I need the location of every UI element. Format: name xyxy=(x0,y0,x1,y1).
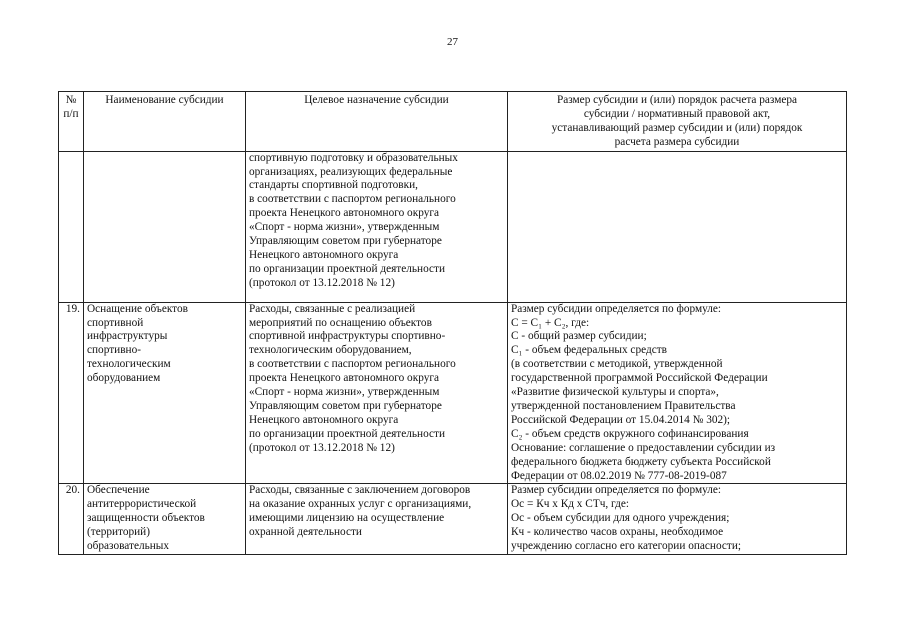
row-number xyxy=(59,151,84,302)
text-line: (в соответствии с методикой, утвержденной xyxy=(511,358,723,371)
subsidy-name-cell xyxy=(84,302,246,484)
page-number: 27 xyxy=(447,36,458,48)
table-row xyxy=(59,151,847,302)
text-line: Обеспечение xyxy=(87,484,150,497)
text-line: устанавливающий размер субсидии и (или) порядок xyxy=(551,121,803,134)
text-line: Целевое назначение субсидии xyxy=(304,94,449,106)
text-line: Ненецкого автономного округа xyxy=(249,413,399,426)
subsidy-purpose-cell xyxy=(246,151,508,302)
text-line: спортивной xyxy=(87,316,144,329)
text-line: Федерации от 08.02.2019 № 777-08-2019-087 xyxy=(511,469,727,482)
text-line: С - общий размер субсидии; xyxy=(511,330,647,343)
text-line: субсидии / нормативный правовой акт, xyxy=(583,107,771,120)
text-line: Российской Федерации от 15.04.2014 № 302); xyxy=(511,413,731,426)
text-line: п/п xyxy=(63,107,79,120)
text-line: инфраструктуры xyxy=(87,330,168,343)
text-line: Кч - количество часов охраны, необходимое xyxy=(511,526,724,539)
text-line: Расходы, связанные с заключением договоров xyxy=(249,484,471,497)
text-line: федерального бюджета бюджету субъекта Российской xyxy=(511,455,771,468)
text-line: «Спорт - норма жизни», утвержденным xyxy=(249,386,440,399)
text-line: на оказание охранных услуг с организациями, xyxy=(249,498,472,511)
subsidy-name-cell xyxy=(84,484,246,555)
text-line: Управляющим советом при губернаторе xyxy=(249,235,442,248)
text-line: (территорий) xyxy=(87,526,150,539)
subsidy-table xyxy=(58,91,847,555)
text-line: Размер субсидии определяется по формуле: xyxy=(511,484,722,497)
text-line: С₂ - объем средств окружного софинансирования xyxy=(511,427,749,440)
text-line: проекта Ненецкого автономного округа xyxy=(249,372,439,385)
text-line: С₁ - объем федеральных средств xyxy=(511,344,667,357)
table-row xyxy=(59,302,847,484)
text-line: Ос = Кч х Кд х СТч, где: xyxy=(511,498,630,511)
text-line: в соответствии с паспортом регионального xyxy=(249,193,456,206)
table-row xyxy=(59,484,847,555)
text-line: «Развитие физической культуры и спорта», xyxy=(511,386,719,399)
text-line: утвержденной постановлением Правительства xyxy=(511,399,736,412)
subsidy-size-cell xyxy=(508,151,847,302)
text-line: «Спорт - норма жизни», утвержденным xyxy=(249,221,440,234)
subsidy-size-cell xyxy=(508,484,847,555)
text-line: Наименование субсидии xyxy=(105,94,224,106)
text-line: спортивной инфраструктуры спортивно- xyxy=(249,330,446,343)
header-size xyxy=(508,92,847,152)
text-line: расчета размера субсидии xyxy=(614,135,740,148)
text-line: Оснащение объектов xyxy=(87,302,188,315)
text-line: Управляющим советом при губернаторе xyxy=(249,399,442,412)
text-line: технологическим оборудованием, xyxy=(249,344,412,357)
text-line: (протокол от 13.12.2018 № 12) xyxy=(249,441,395,454)
text-line: Расходы, связанные с реализацией xyxy=(249,302,416,315)
text-line: мероприятий по оснащению объектов xyxy=(249,316,432,329)
text-line: Ненецкого автономного округа xyxy=(249,248,399,261)
text-line: оборудованием xyxy=(87,372,161,385)
text-line: С = С₁ + С₂, где: xyxy=(511,316,590,329)
text-line: Размер субсидии определяется по формуле: xyxy=(511,302,722,315)
text-line: по организации проектной деятельности xyxy=(249,427,445,440)
text-line: (протокол от 13.12.2018 № 12) xyxy=(249,276,395,289)
text-line: защищенности объектов xyxy=(87,512,205,525)
text-line: спортивную подготовку и образовательных xyxy=(249,151,458,164)
text-line: организациях, реализующих федеральные xyxy=(249,165,453,178)
text-line: охранной деятельности xyxy=(249,526,362,539)
text-line: спортивно- xyxy=(87,344,141,357)
text-line: по организации проектной деятельности xyxy=(249,262,445,275)
header-num xyxy=(59,92,84,152)
text-line: № xyxy=(65,94,77,106)
text-line: в соответствии с паспортом регионального xyxy=(249,358,456,371)
text-line: Основание: соглашение о предоставлении субсидии из xyxy=(511,441,776,454)
subsidy-purpose-cell xyxy=(246,484,508,555)
text-line: имеющими лицензию на осуществление xyxy=(249,512,445,525)
text-line: стандарты спортивной подготовки, xyxy=(249,179,418,192)
text-line: Размер субсидии и (или) порядок расчета размера xyxy=(556,94,798,106)
table-header-row xyxy=(59,92,847,152)
subsidy-purpose-cell xyxy=(246,302,508,484)
header-name xyxy=(84,92,246,152)
text-line: антитеррористической xyxy=(87,498,197,511)
row-number: 20. xyxy=(59,484,84,555)
text-line: учреждению согласно его категории опасности; xyxy=(511,540,742,553)
subsidy-size-cell xyxy=(508,302,847,484)
header-purpose xyxy=(246,92,508,152)
subsidy-name-cell xyxy=(84,151,246,302)
text-line: государственной программой Российской Федерации xyxy=(511,372,768,385)
text-line: образовательных xyxy=(87,540,170,553)
row-number: 19. xyxy=(59,302,84,484)
text-line: Ос - объем субсидии для одного учреждения; xyxy=(511,512,730,525)
text-line: технологическим xyxy=(87,358,171,371)
text-line: проекта Ненецкого автономного округа xyxy=(249,207,439,220)
